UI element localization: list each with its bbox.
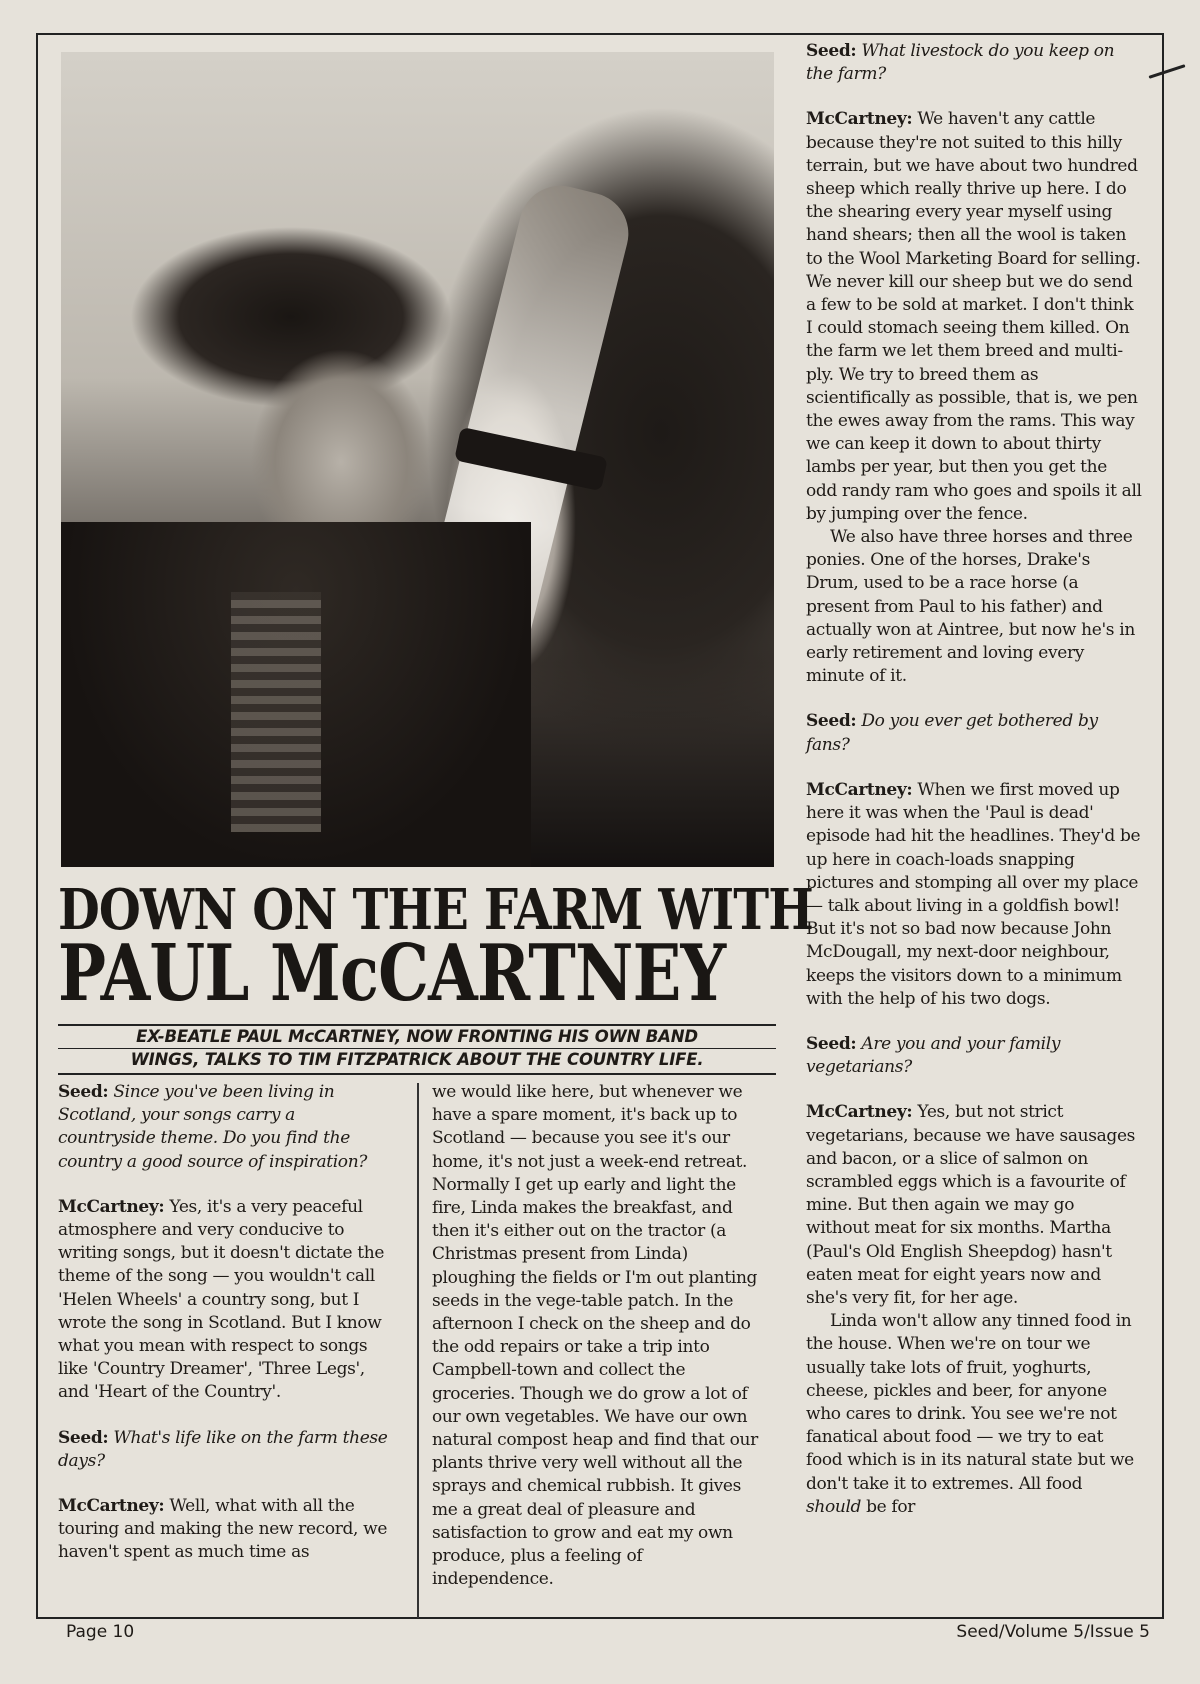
paragraph — [806, 1101, 1142, 1310]
paragraph — [806, 779, 1142, 1011]
speaker-label: Seed: — [58, 1427, 109, 1448]
answer-text: We also have three horses and three ponies. One of the horses, Drake's Drum, used to be a race horse (a present from Paul to his father) and actually won at Aintree, but now he's in early retirement and loving every minute of it. — [806, 527, 1135, 687]
question-text: What's life like on the farm these days? — [58, 1427, 388, 1471]
answer-text: be for — [866, 1496, 916, 1517]
subhead-line-1: EX-BEATLE PAUL McCARTNEY, NOW FRONTING HIS OWN BAND — [136, 1027, 698, 1046]
question-text: Since you've been living in Scotland, your songs carry a countryside theme. Do you find the country a good source of inspiration? — [58, 1082, 368, 1172]
speaker-label: McCartney: — [58, 1496, 165, 1517]
text-column-1 — [58, 1081, 390, 1587]
speaker-label: McCartney: — [806, 1102, 913, 1123]
answer-text: Yes, it's a very peaceful atmosphere and very conducive to writing songs, but it doesn't dictate the theme of the song — you wouldn't call 'Helen Wheels' a country song, but I wrote the song in Scotland. But I know what you mean with respect to songs like 'Country Dreamer', 'Three Legs', and 'Heart of the Country'. — [58, 1196, 385, 1403]
paragraph — [806, 526, 1142, 688]
speaker-label: Seed: — [806, 711, 857, 732]
answer-text: When we first moved up here it was when the 'Paul is dead' episode had hit the headlines. They'd be up here in coach-loads snapping pictures and stomping all over my place — talk about living in a goldfish bowl! But it's not so bad now because John McDougall, my next-door neighbour, keeps the visitors down to a minimum with the help of his two dogs. — [806, 779, 1141, 1009]
headline-line-1: DOWN ON THE FARM WITH — [58, 877, 813, 943]
paragraph — [58, 1196, 390, 1405]
paragraph — [58, 1081, 390, 1174]
speaker-label: Seed: — [58, 1082, 109, 1102]
photo-paul-with-horse — [61, 52, 774, 867]
speaker-label: McCartney: — [806, 109, 913, 130]
question-text: Do you ever get bothered by fans? — [806, 711, 1098, 755]
column-divider — [417, 1083, 419, 1618]
text-column-2 — [432, 1081, 762, 1613]
subhead-line-2: WINGS, TALKS TO TIM FITZPATRICK ABOUT THE COUNTRY LIFE. — [130, 1050, 704, 1069]
paragraph — [432, 1081, 762, 1591]
paragraph — [806, 710, 1142, 756]
answer-text: Well, what with all the touring and making the new record, we haven't spent as much time as — [58, 1496, 388, 1563]
text-column-3 — [806, 40, 1142, 1541]
answer-text: Linda won't allow any tinned food in the house. When we're on tour we usually take lots of fruit, yoghurts, cheese, pickles and beer, for anyone who cares to drink. You see we're not fanatical about food — we try to eat food which is in its natural state but we don't take it to extremes. All food — [806, 1311, 1134, 1494]
answer-text: We haven't any cattle because they're not suited to this hilly terrain, but we have about two hundred sheep which really thrive up here. I do the shearing every year myself using hand shears; then all the wool is taken to the Wool Marketing Board for selling. We never kill our sheep but we do send a few to be sold at market. I don't think I could stomach seeing them killed. On the farm we let them breed and multi-ply. We try to breed them as scientifically as possible, that is, we pen the ewes away from the rams. This way we can keep it down to about thirty lambs per year, but then you get the odd randy ram who goes and spoils it all by jumping over the fence. — [806, 109, 1142, 524]
emphasis-text: should — [806, 1496, 862, 1517]
question-text: Are you and your family vegetarians? — [806, 1033, 1061, 1078]
paragraph — [58, 1495, 390, 1565]
speaker-label: McCartney: — [58, 1196, 165, 1217]
paragraph — [806, 1310, 1142, 1519]
answer-text: Yes, but not strict vegetarians, because we have sausages and bacon, or a slice of salmon on scrambled eggs which is a favourite of mine. But then again we may go without meat for six months. Martha (Paul's Old English Sheepdog) hasn't eaten meat for eight years now and she's very fit, for her age. — [806, 1102, 1136, 1308]
paragraph — [806, 40, 1142, 86]
footer-page-number: Page 10 — [66, 1622, 135, 1642]
speaker-label: Seed: — [806, 41, 857, 61]
paragraph — [806, 108, 1142, 526]
footer-issue: Seed/Volume 5/Issue 5 — [956, 1622, 1150, 1642]
speaker-label: Seed: — [806, 1033, 857, 1054]
speaker-label: McCartney: — [806, 779, 913, 800]
answer-text: we would like here, but whenever we have a spare moment, it's back up to Scotland — because you see it's our home, it's not just a week-end retreat. Normally I get up early and light the fire, Linda makes the breakfast, and then it's either out on the tractor (a Christmas present from Linda) ploughing the fields or I'm out planting seeds in the vege-table patch. In the afternoon I check on the sheep and do the odd repairs or take a trip into Campbell-town and collect the groceries. Though we do grow a lot of our own vegetables. We have our own natural compost heap and find that our plants thrive very well without all the sprays and chemical rubbish. It gives me a great deal of pleasure and satisfaction to grow and eat my own produce, plus a feeling of independence. — [432, 1082, 758, 1590]
subhead-rule-bottom — [58, 1073, 776, 1075]
paragraph — [806, 1033, 1142, 1079]
sweater-shape — [231, 592, 321, 832]
headline-line-2: PAUL McCARTNEY — [58, 928, 726, 1019]
question-text: What livestock do you keep on the farm? — [806, 41, 1115, 85]
paragraph — [58, 1427, 390, 1473]
